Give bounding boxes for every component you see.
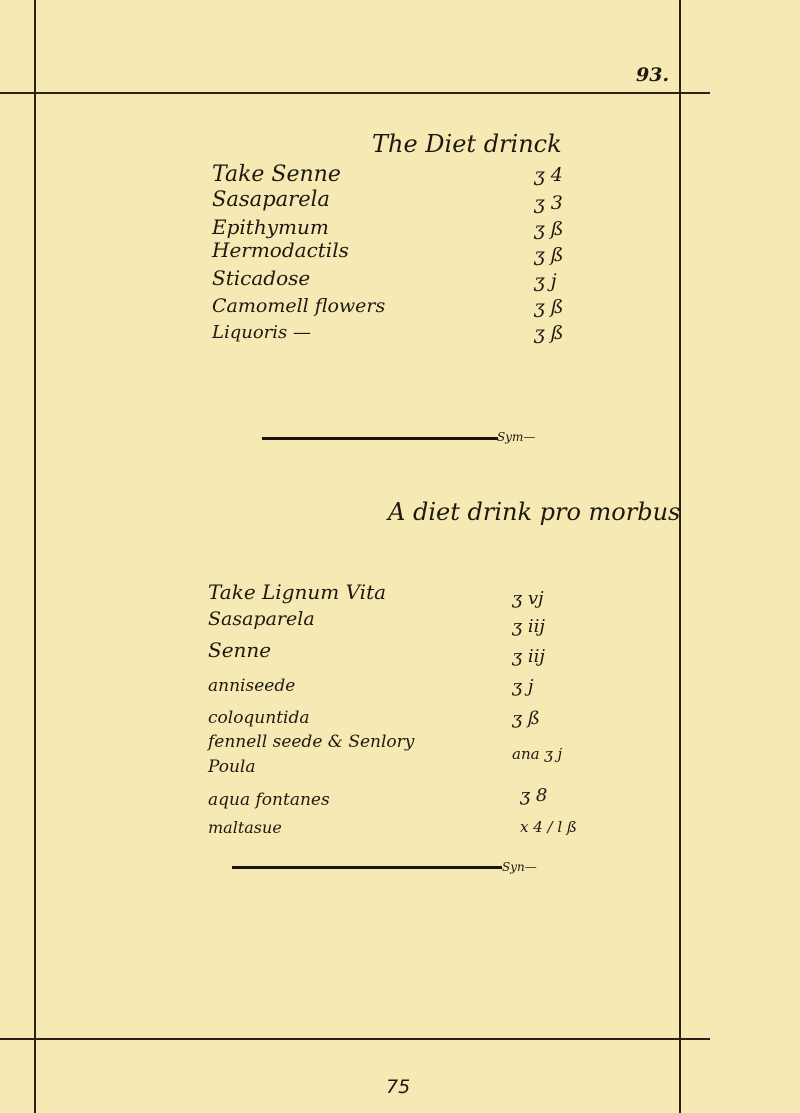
ingredient: Take Lignum Vita <box>208 580 387 604</box>
quantity: ʒ j <box>534 270 557 292</box>
ingredient: coloquntida <box>208 708 310 728</box>
ingredient: Sasaparela <box>212 187 330 211</box>
quantity: ʒ vj <box>512 588 544 609</box>
ingredient: Liquoris — <box>212 322 311 343</box>
ingredient: anniseede <box>208 676 296 696</box>
quantity: ʒ ß <box>512 708 540 729</box>
quantity: ʒ ß <box>534 244 564 266</box>
quantity: ʒ 8 <box>520 785 548 806</box>
closing-signature: Sym— <box>497 430 536 444</box>
folio-number: 75 <box>386 1076 411 1098</box>
quantity: ʒ iij <box>512 616 545 637</box>
quantity: ʒ ß <box>534 218 564 240</box>
section2-heading: A diet drink pro morbus <box>388 498 681 526</box>
ingredient: Take Senne <box>212 162 341 187</box>
bottom-rule <box>0 1038 710 1040</box>
quantity: ʒ ß <box>534 322 564 344</box>
right-margin-rule <box>679 0 681 1113</box>
ingredient: Epithymum <box>212 215 329 239</box>
ingredient: Poula <box>208 757 256 777</box>
ingredient: fennell seede & Senlory <box>208 732 415 752</box>
quantity: x 4 / l ß <box>520 818 577 836</box>
quantity: ʒ ß <box>534 296 564 318</box>
ingredient: Sticadose <box>212 266 311 290</box>
ingredient: Camomell flowers <box>212 295 386 317</box>
section1-heading: The Diet drinck <box>372 130 562 158</box>
top-rule <box>0 92 710 94</box>
ingredient: Hermodactils <box>212 238 349 262</box>
quantity: ʒ 3 <box>534 192 563 214</box>
left-margin-rule <box>34 0 36 1113</box>
ingredient: aqua fontanes <box>208 790 330 810</box>
closing-bar <box>262 437 498 440</box>
quantity: ʒ j <box>512 676 534 697</box>
closing-signature: Syn— <box>502 860 537 874</box>
quantity: ʒ 4 <box>534 164 563 186</box>
ingredient: Sasaparela <box>208 608 315 630</box>
quantity: ana ʒ j <box>512 745 563 763</box>
page-number: 93. <box>636 64 670 86</box>
quantity: ʒ iij <box>512 646 545 667</box>
closing-bar <box>232 866 502 869</box>
ingredient: Senne <box>208 638 272 662</box>
ingredient: maltasue <box>208 818 282 837</box>
